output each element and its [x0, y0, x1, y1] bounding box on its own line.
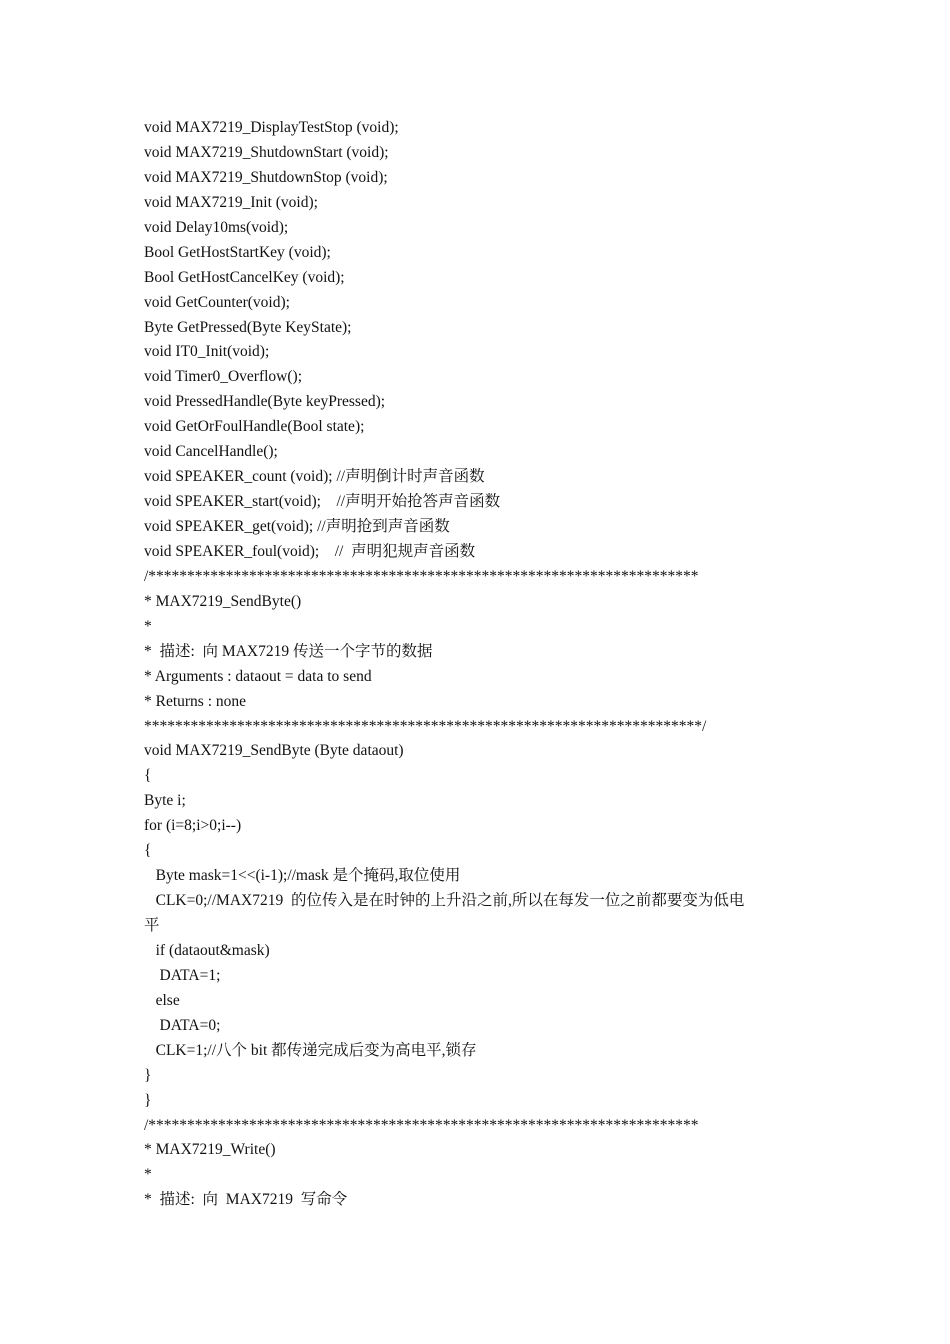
code-line: void MAX7219_SendByte (Byte dataout): [144, 742, 404, 760]
code-line: }: [144, 1091, 152, 1109]
code-line: * Arguments : dataout = data to send: [144, 667, 372, 685]
code-line: *: [144, 1166, 152, 1184]
code-line: DATA=1;: [144, 966, 221, 984]
code-line: void PressedHandle(Byte keyPressed);: [144, 393, 386, 411]
code-line: CLK=1;//八个 bit 都传递完成后变为高电平,锁存: [144, 1041, 477, 1059]
code-line: void Delay10ms(void);: [144, 218, 289, 236]
code-line: {: [144, 767, 152, 785]
code-line: * MAX7219_SendByte(): [144, 592, 302, 610]
code-line: void CancelHandle();: [144, 443, 278, 461]
code-line: DATA=0;: [144, 1016, 221, 1034]
code-line: Bool GetHostCancelKey (void);: [144, 268, 345, 286]
code-line: *: [144, 617, 152, 635]
code-line: * MAX7219_Write(): [144, 1141, 276, 1159]
code-line: void Timer0_Overflow();: [144, 368, 303, 386]
code-line: void SPEAKER_get(void); //声明抢到声音函数: [144, 518, 450, 535]
code-line: void MAX7219_ShutdownStart (void);: [144, 143, 389, 161]
code-line: void IT0_Init(void);: [144, 343, 270, 361]
code-line: void SPEAKER_foul(void); // 声明犯规声音函数: [144, 542, 476, 560]
code-line: 平: [144, 917, 160, 934]
code-line: CLK=0;//MAX7219 的位传入是在时钟的上升沿之前,所以在每发一位之前都要变为低电: [144, 892, 745, 910]
code-line: void GetCounter(void);: [144, 293, 290, 311]
code-line: else: [144, 991, 180, 1009]
code-line: Bool GetHostStartKey (void);: [144, 243, 331, 261]
code-line: * 描述: 向 MAX7219 传送一个字节的数据: [144, 642, 433, 660]
code-line: Byte i;: [144, 792, 186, 810]
comment-divider: ************************************************************************/: [144, 717, 707, 735]
code-line: * 描述: 向 MAX7219 写命令: [144, 1191, 348, 1209]
code-line: for (i=8;i>0;i--): [144, 817, 242, 835]
code-line: void MAX7219_DisplayTestStop (void);: [144, 119, 399, 136]
code-line: void MAX7219_ShutdownStop (void);: [144, 168, 388, 186]
comment-divider: /***********************************************************************: [144, 567, 699, 585]
code-line: * Returns : none: [144, 692, 247, 710]
code-line: Byte GetPressed(Byte KeyState);: [144, 318, 352, 336]
code-listing: [144, 116, 824, 1213]
code-line: Byte mask=1<<(i-1);//mask 是个掩码,取位使用: [144, 867, 461, 885]
code-line: void MAX7219_Init (void);: [144, 193, 318, 211]
code-line: if (dataout&mask): [144, 941, 270, 959]
code-line: void SPEAKER_count (void); //声明倒计时声音函数: [144, 468, 485, 486]
code-line: void SPEAKER_start(void); //声明开始抢答声音函数: [144, 493, 501, 511]
code-line: void GetOrFoulHandle(Bool state);: [144, 418, 365, 436]
comment-divider: /***********************************************************************: [144, 1116, 699, 1134]
code-line: }: [144, 1066, 152, 1084]
code-line: {: [144, 842, 152, 860]
